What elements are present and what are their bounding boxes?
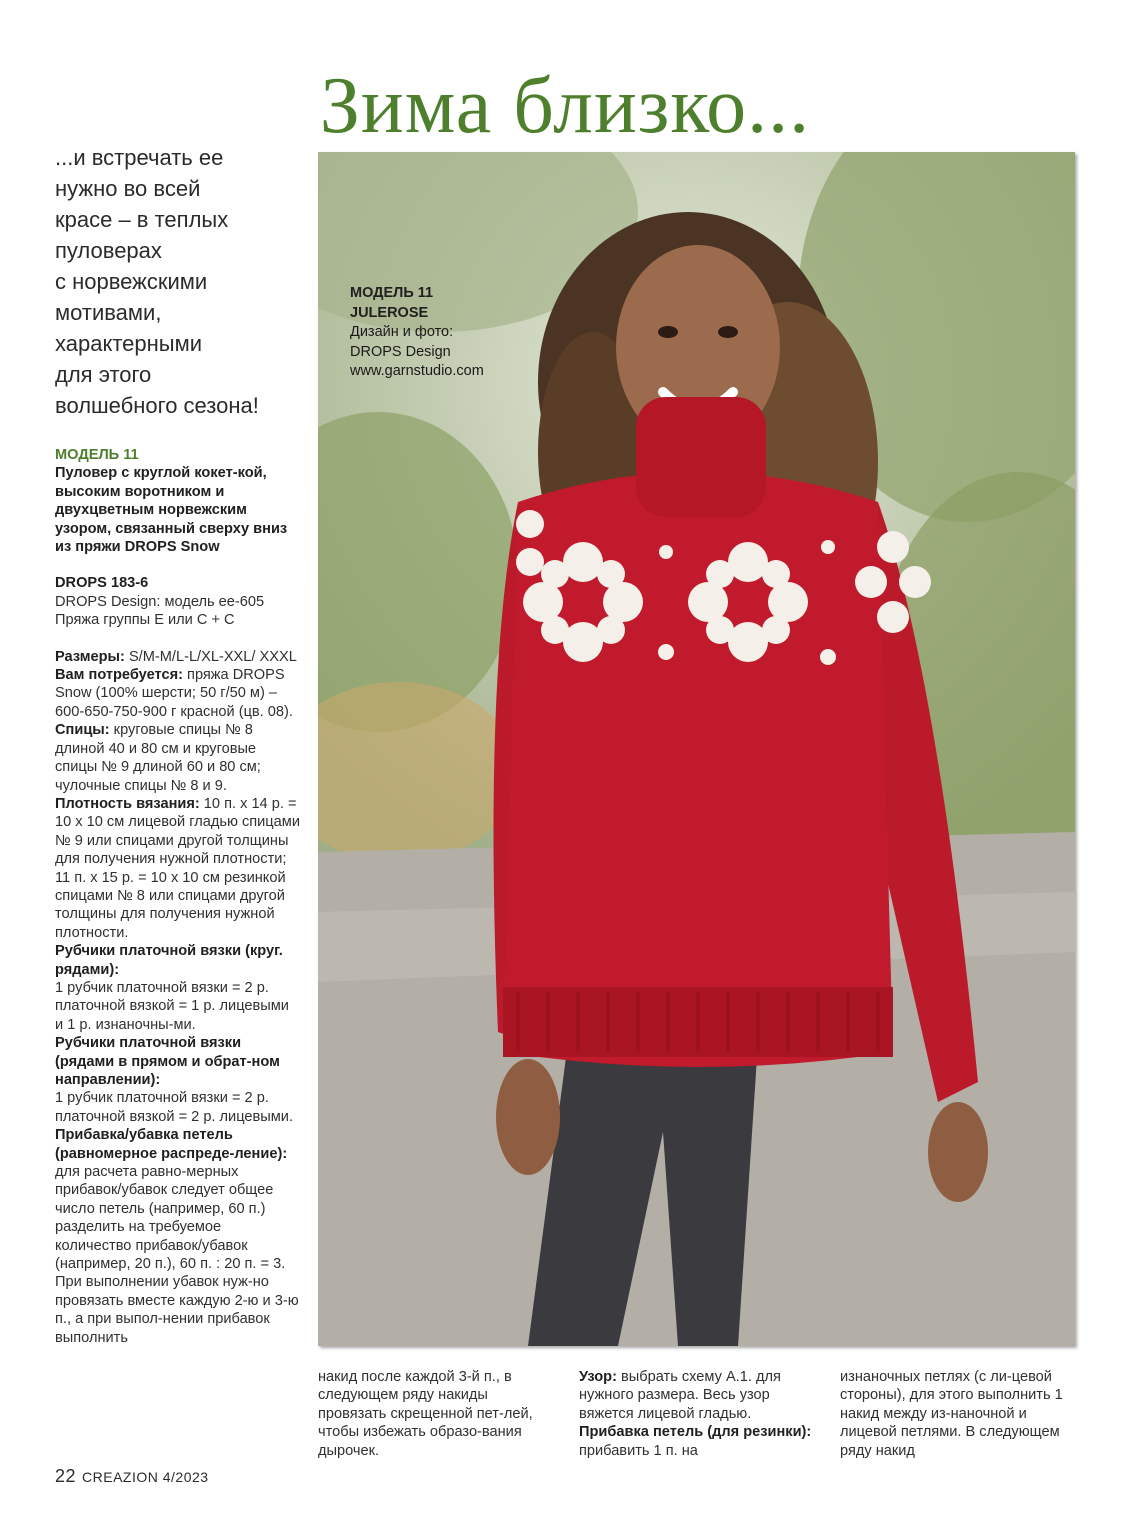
garter-flat-label: Рубчики платочной вязки (рядами в прямом и обрат-ном направлении): bbox=[55, 1035, 280, 1088]
bottom-column-2 bbox=[318, 1368, 558, 1460]
bottom-column-4 bbox=[840, 1368, 1075, 1460]
incdec-label: Прибавка/убавка петель (равномерное распреде-ление): bbox=[55, 1127, 288, 1162]
credit-design-label: Дизайн и фото: bbox=[350, 324, 454, 340]
intro-line: мотивами, bbox=[55, 300, 162, 325]
intro-line: характерными bbox=[55, 331, 203, 356]
intro-text bbox=[55, 142, 310, 421]
instructions-left-column bbox=[55, 446, 300, 1347]
intro-line: для этого bbox=[55, 362, 152, 387]
col2-text: накид после каждой 3-й п., в следующем ряду накиды провязать скрещенной пет-лей, чтобы избежать образо-вания дырочек. bbox=[318, 1369, 533, 1459]
materials-label: Вам потребуется: bbox=[55, 667, 183, 684]
pattern-label: Узор: bbox=[579, 1369, 617, 1385]
needles-value: круговые спицы № 8 длиной 40 и 80 см и круговые спицы № 9 длиной 60 и 80 см; чулочные спицы № 8 и 9. bbox=[55, 722, 261, 794]
intro-line: с норвежскими bbox=[55, 269, 208, 294]
garter-flat-value: 1 рубчик платочной вязки = 2 р. платочной вязкой = 2 р. лицевыми. bbox=[55, 1090, 294, 1125]
design-line: DROPS Design: модель ee-605 bbox=[55, 593, 265, 610]
sizes-label: Размеры: bbox=[55, 648, 125, 665]
rib-inc-value: прибавить 1 п. на bbox=[579, 1442, 698, 1459]
intro-line: ...и встречать ее bbox=[55, 145, 224, 170]
garter-round-label: Рубчики платочной вязки (круг. рядами): bbox=[55, 943, 283, 978]
intro-line: волшебного сезона! bbox=[55, 393, 259, 418]
model-label: МОДЕЛЬ 11 bbox=[55, 447, 139, 463]
page-number: 22 bbox=[55, 1466, 77, 1486]
photo-credit bbox=[350, 284, 570, 382]
rib-increase bbox=[579, 1423, 814, 1460]
gauge bbox=[55, 795, 300, 942]
credit-designer: DROPS Design bbox=[350, 343, 451, 360]
intro-line: нужно во всей bbox=[55, 176, 201, 201]
garter-round-value: 1 рубчик платочной вязки = 2 р. платочной вязкой = 1 р. лицевыми и 1 р. изнаночны-ми. bbox=[55, 979, 289, 1033]
magazine-issue: CREAZION 4/2023 bbox=[82, 1469, 209, 1485]
yarn-group: Пряжа группы E или C + C bbox=[55, 612, 235, 629]
credit-model: МОДЕЛЬ 11 bbox=[350, 285, 434, 301]
bottom-column-3 bbox=[579, 1368, 814, 1460]
materials bbox=[55, 666, 300, 721]
pattern-value: выбрать схему А.1. для нужного размера. Весь узор вяжется лицевой гладью. bbox=[579, 1369, 781, 1422]
credit-name: JULEROSE bbox=[350, 304, 429, 321]
page-title: Зима близко... bbox=[319, 62, 811, 150]
gauge-value: 10 п. х 14 р. = 10 х 10 см лицевой гладью спицами № 9 или спицами другой толщины для получения нужной плотности; 11 п. х 15 р. = 10 х 10 см резинкой спицами № 8 или спицами другой толщины для получения нужной плотности. bbox=[55, 795, 300, 941]
col4-text: изнаночных петлях (с ли-цевой стороны), для этого выполнить 1 накид между из-наночной и лицевой петлями. В следующем ряду накид bbox=[840, 1369, 1063, 1459]
materials-value: пряжа DROPS Snow (100% шерсти; 50 г/50 м) – 600-650-750-900 г красной (цв. 08). bbox=[55, 667, 293, 720]
credit-site: www.garnstudio.com bbox=[350, 363, 484, 379]
sizes bbox=[55, 648, 300, 666]
rib-inc-label: Прибавка петель (для резинки): bbox=[579, 1424, 812, 1441]
sizes-value: S/M-M/L-L/XL-XXL/ XXXL bbox=[124, 648, 297, 665]
page-footer bbox=[55, 1466, 209, 1487]
intro-line: пуловерах bbox=[55, 238, 162, 263]
model-code: DROPS 183-6 bbox=[55, 575, 149, 592]
increase-decrease bbox=[55, 1126, 300, 1347]
intro-line: красе – в теплых bbox=[55, 207, 229, 232]
gauge-label: Плотность вязания: bbox=[55, 795, 200, 812]
incdec-value: для расчета равно-мерных прибавок/убавок следует общее число петель (например, 60 п.) разделить на требуемое количество прибавок/убавок (например, 20 п.), 60 п. : 20 п. = 3. При выполнении убавок нуж-но провязать вместе каждую 2-ю и 3-ю п., а при выпол-нении прибавок выполнить bbox=[55, 1164, 299, 1346]
needles bbox=[55, 721, 300, 795]
pattern bbox=[579, 1368, 814, 1423]
model-description: Пуловер с круглой кокет-кой, высоким воротником и двухцветным норвежским узором, связанный сверху вниз из пряжи DROPS Snow bbox=[55, 465, 288, 556]
needles-label: Спицы: bbox=[55, 722, 110, 739]
